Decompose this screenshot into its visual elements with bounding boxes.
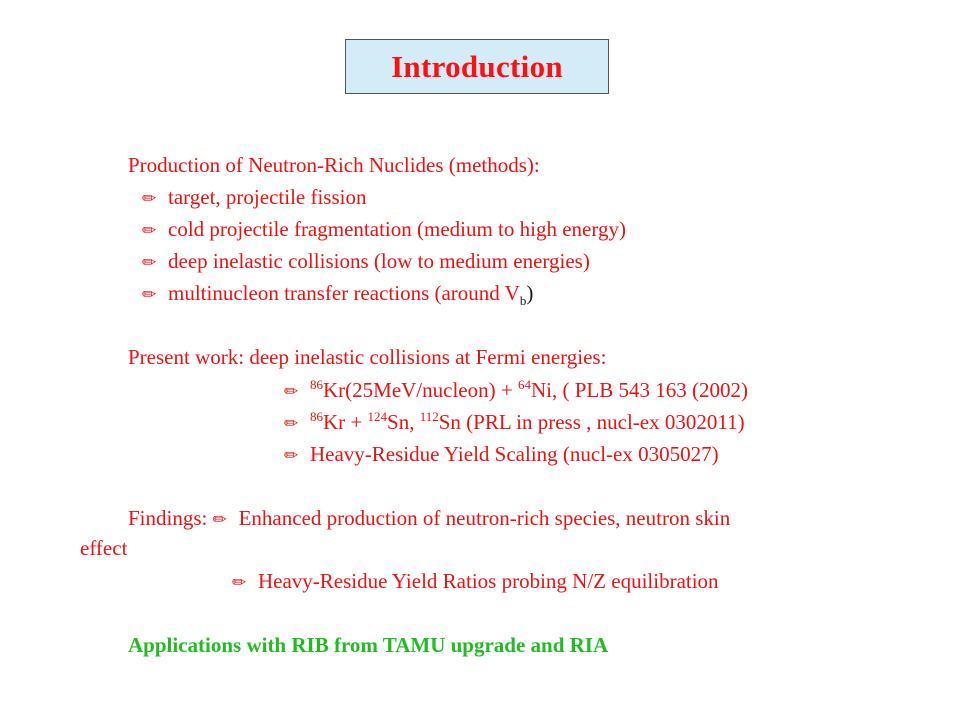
title-box [345, 39, 609, 94]
mass-number: 64 [517, 377, 531, 392]
mass-number: 124 [367, 409, 388, 424]
mass-number: 86 [310, 409, 323, 424]
present-item-text: Ni, ( PLB 543 163 (2002) [530, 378, 748, 402]
pen-icon: ✏ [284, 446, 299, 466]
pen-icon: ✏ [142, 285, 157, 305]
applications-line: Applications with RIB from TAMU upgrade and RIA [128, 633, 609, 657]
method-item [142, 249, 590, 275]
present-item [284, 410, 745, 436]
method-item-text: deep inelastic collisions (low to medium energies) [168, 249, 590, 273]
pen-icon: ✏ [284, 382, 299, 402]
findings-item-text: Enhanced production of neutron-rich species, neutron skin [238, 506, 731, 530]
present-item-text: Kr + [323, 410, 368, 434]
pen-icon: ✏ [232, 573, 247, 593]
present-item [284, 442, 719, 468]
mass-number: 112 [419, 409, 439, 424]
method-item [142, 217, 626, 243]
present-work-text: deep inelastic collisions at Fermi energies: [244, 345, 607, 369]
mass-number: 86 [310, 377, 323, 392]
vb-subscript: b [519, 293, 527, 309]
pen-icon: ✏ [142, 253, 157, 273]
present-work-line [128, 345, 606, 369]
methods-heading: Production of Neutron-Rich Nuclides (methods): [128, 153, 540, 177]
method-item [142, 281, 533, 307]
present-item-text: Sn (PRL in press , nucl-ex 0302011) [438, 410, 745, 434]
present-item-text: Kr(25MeV/nucleon) + [323, 378, 518, 402]
method-item-text: cold projectile fragmentation (medium to high energy) [168, 217, 626, 241]
findings-line [128, 506, 730, 532]
findings-label: Findings: [128, 506, 208, 530]
present-item-text: Heavy-Residue Yield Scaling (nucl-ex 0305027) [310, 442, 719, 466]
vb-close: ) [526, 281, 534, 305]
pen-icon: ✏ [212, 510, 227, 530]
pen-icon: ✏ [284, 414, 299, 434]
pen-icon: ✏ [142, 221, 157, 241]
slide-title: Introduction [391, 48, 563, 84]
findings-item-text: Heavy-Residue Yield Ratios probing N/Z equilibration [258, 569, 719, 593]
present-item-text: Sn, [387, 410, 420, 434]
findings-item [232, 569, 719, 595]
method-item-text: multinucleon transfer reactions (around V [168, 281, 520, 305]
pen-icon: ✏ [142, 189, 157, 209]
present-work-label: Present work: [128, 345, 245, 369]
method-item [142, 185, 366, 211]
method-item-text: target, projectile fission [168, 185, 367, 209]
findings-continuation: effect [80, 536, 128, 560]
present-item [284, 378, 748, 404]
